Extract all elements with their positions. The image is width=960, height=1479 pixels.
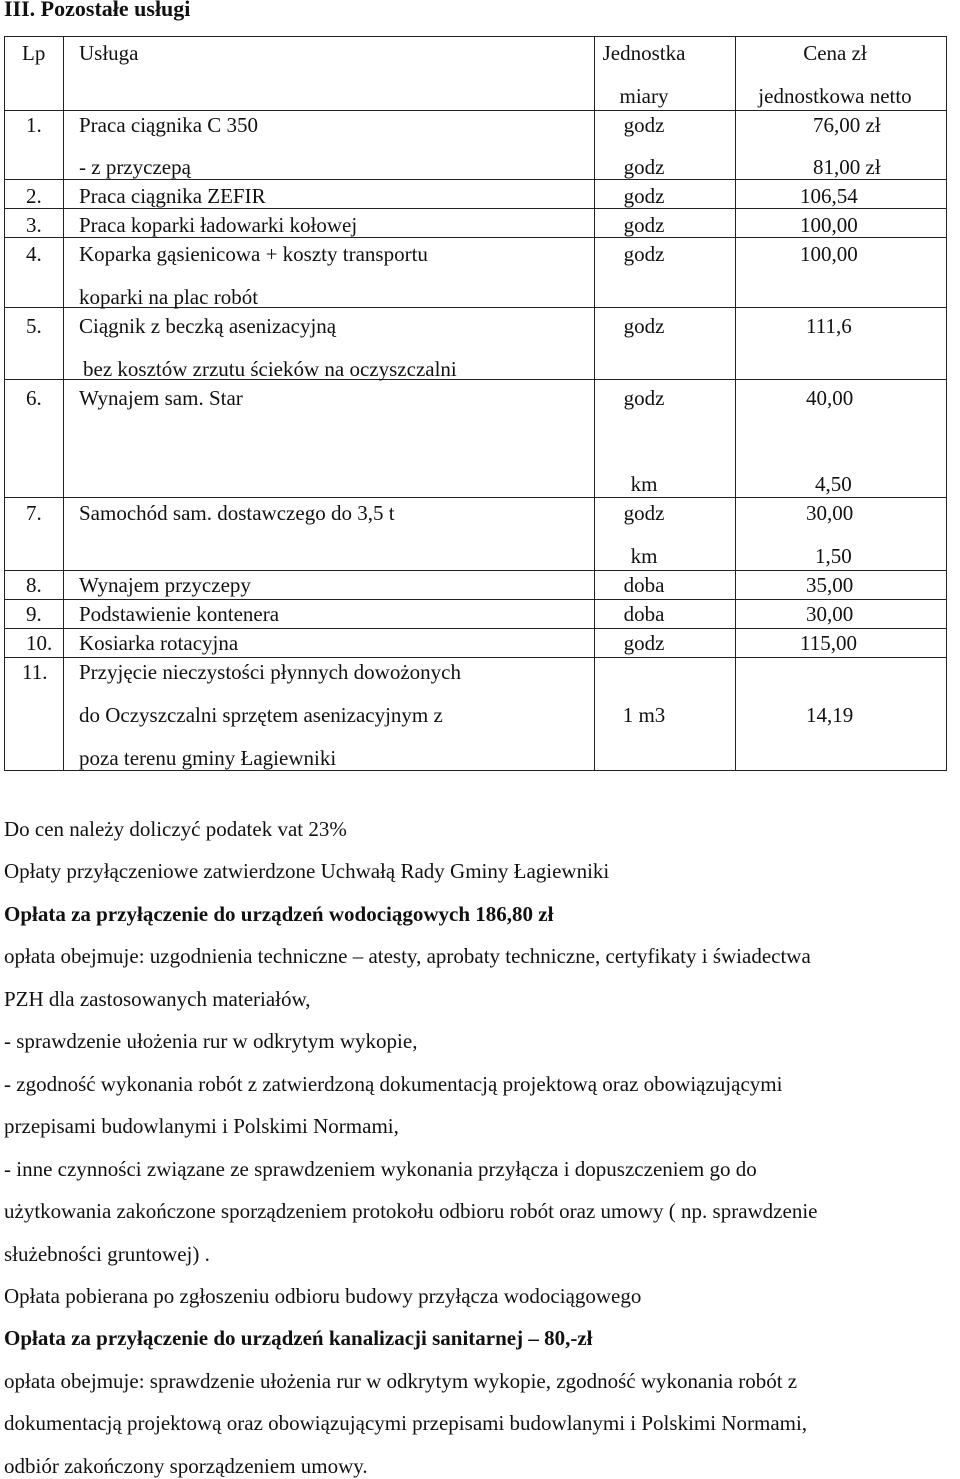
row-unit: godz — [623, 386, 665, 410]
row-service: bez kosztów zrzutu ścieków na oczyszczalni — [83, 357, 457, 381]
body-line: służebności gruntowej) . — [4, 1242, 210, 1266]
row-service: Praca ciągnika C 350 — [79, 113, 259, 137]
row-service: do Oczyszczalni sprzętem asenizacyjnym z — [79, 703, 443, 727]
header-unit-2: miary — [619, 84, 669, 108]
row-price: 1,50 — [815, 544, 852, 568]
row-price: 4,50 — [815, 472, 852, 496]
row-service: Kosiarka rotacyjna — [79, 631, 239, 655]
vat-note: Do cen należy doliczyć podatek vat 23% — [4, 817, 347, 841]
body-line: - sprawdzenie ułożenia rur w odkrytym wykopie, — [4, 1029, 418, 1053]
row-divider — [5, 599, 946, 600]
row-service: Wynajem sam. Star — [79, 386, 243, 410]
row-unit: doba — [623, 602, 665, 626]
body-line: - inne czynności związane ze sprawdzeniem wykonania przyłącza i dopuszczeniem go do — [4, 1157, 757, 1181]
row-service: Ciągnik z beczką asenizacyjną — [79, 314, 337, 338]
row-price: 115,00 — [800, 631, 857, 655]
row-unit: godz — [623, 213, 665, 237]
row-price: 30,00 — [806, 501, 854, 525]
row-service: Samochód sam. dostawczego do 3,5 t — [79, 501, 395, 525]
row-divider — [5, 570, 946, 571]
row-lp: 7. — [26, 501, 42, 525]
row-lp: 1. — [26, 113, 42, 137]
row-price: 14,19 — [806, 703, 854, 727]
row-lp: 6. — [26, 386, 42, 410]
row-unit: km — [630, 544, 658, 568]
row-service: Praca koparki ładowarki kołowej — [79, 213, 358, 237]
row-divider — [5, 208, 946, 209]
body-line: Opłata pobierana po zgłoszeniu odbioru budowy przyłącza wodociągowego — [4, 1284, 642, 1308]
row-unit: godz — [623, 113, 665, 137]
row-lp: 8. — [26, 573, 42, 597]
row-lp: 11. — [22, 660, 48, 684]
sewage-connection-fee: Opłata za przyłączenie do urządzeń kanalizacji sanitarnej – 80,-zł — [4, 1326, 593, 1350]
row-lp: 10. — [26, 631, 53, 655]
body-line: dokumentacją projektową oraz obowiązującymi przepisami budowlanymi i Polskimi Normami, — [4, 1411, 808, 1435]
header-lp: Lp — [22, 41, 46, 65]
row-service: Podstawienie kontenera — [79, 602, 280, 626]
body-line: opłata obejmuje: uzgodnienia techniczne – atesty, aprobaty techniczne, certyfikaty i świadectwa — [4, 944, 811, 968]
row-unit: 1 m3 — [622, 703, 666, 727]
row-unit: godz — [623, 501, 665, 525]
row-unit: godz — [623, 242, 665, 266]
column-divider — [63, 37, 64, 770]
row-unit: godz — [623, 631, 665, 655]
row-lp: 4. — [26, 242, 42, 266]
row-price: 111,6 — [806, 314, 852, 338]
row-lp: 3. — [26, 213, 42, 237]
row-service: poza terenu gminy Łagiewniki — [79, 746, 337, 770]
row-price: 100,00 — [800, 242, 858, 266]
header-price-2: jednostkowa netto — [758, 84, 912, 108]
row-divider — [5, 497, 946, 498]
body-line: - zgodność wykonania robót z zatwierdzoną dokumentacją projektową oraz obowiązującymi — [4, 1072, 783, 1096]
header-service: Usługa — [79, 41, 139, 65]
row-divider — [5, 657, 946, 658]
row-price: 35,00 — [806, 573, 854, 597]
row-service: Koparka gąsienicowa + koszty transportu — [79, 242, 428, 266]
row-price: 100,00 — [800, 213, 858, 237]
row-service: Wynajem przyczepy — [79, 573, 251, 597]
row-price: 81,00 zł — [813, 155, 881, 179]
row-service: Przyjęcie nieczystości płynnych dowożonych — [79, 660, 461, 684]
column-divider — [735, 37, 736, 770]
row-lp: 5. — [26, 314, 42, 338]
row-divider — [5, 237, 946, 238]
row-service: - z przyczepą — [79, 155, 191, 179]
row-lp: 9. — [26, 602, 42, 626]
row-service: koparki na plac robót — [79, 285, 259, 309]
row-unit: km — [630, 472, 658, 496]
row-price: 40,00 — [806, 386, 854, 410]
body-line: odbiór zakończony sporządzeniem umowy. — [4, 1454, 368, 1478]
body-line: użytkowania zakończone sporządzeniem protokołu odbioru robót oraz umowy ( np. sprawdzenie — [4, 1199, 818, 1223]
water-connection-fee: Opłata za przyłączenie do urządzeń wodociągowych 186,80 zł — [4, 902, 554, 926]
row-divider — [5, 110, 946, 111]
row-unit: godz — [623, 155, 665, 179]
row-price: 30,00 — [806, 602, 854, 626]
body-line: przepisami budowlanymi i Polskimi Normami, — [4, 1114, 399, 1138]
row-price: 106,54 — [800, 184, 858, 208]
row-divider — [5, 179, 946, 180]
connection-fees-note: Opłaty przyłączeniowe zatwierdzone Uchwałą Rady Gminy Łagiewniki — [4, 859, 610, 883]
row-unit: godz — [623, 184, 665, 208]
body-line: opłata obejmuje: sprawdzenie ułożenia rur w odkrytym wykopie, zgodność wykonania robót z — [4, 1369, 798, 1393]
row-price: 76,00 zł — [813, 113, 881, 137]
section-heading: III. Pozostałe usługi — [4, 0, 191, 21]
header-price: Cena zł — [803, 41, 867, 65]
header-unit: Jednostka — [602, 41, 686, 65]
row-unit: godz — [623, 314, 665, 338]
body-line: PZH dla zastosowanych materiałów, — [4, 987, 311, 1011]
row-divider — [5, 628, 946, 629]
row-service: Praca ciągnika ZEFIR — [79, 184, 266, 208]
row-lp: 2. — [26, 184, 42, 208]
row-unit: doba — [623, 573, 665, 597]
